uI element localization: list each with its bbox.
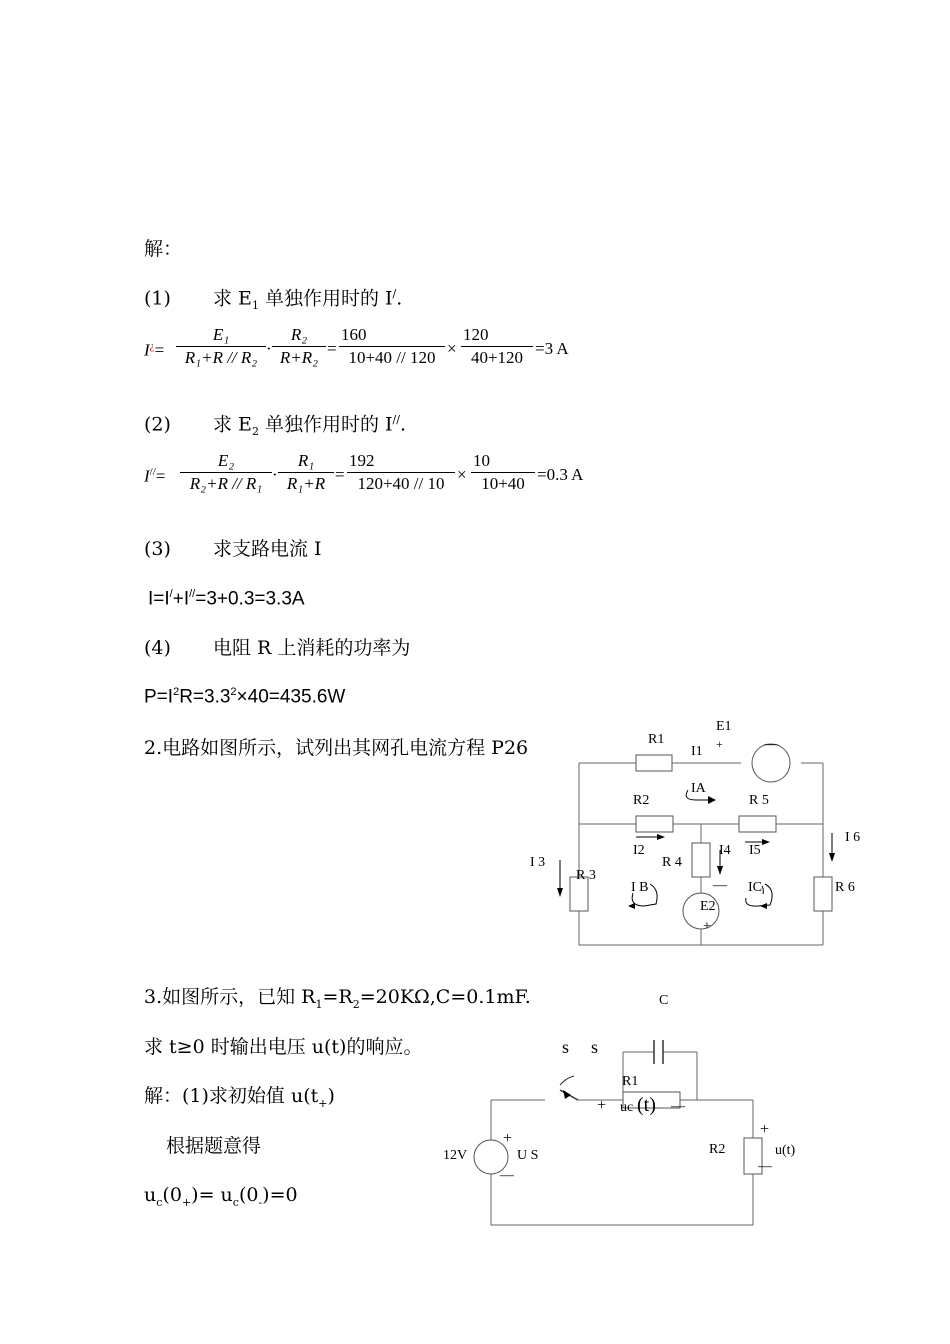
svg-text:IC: IC (748, 880, 762, 895)
resistor-r5 (739, 816, 776, 832)
svg-text:+: + (716, 737, 723, 751)
svg-text:—: — (500, 1168, 514, 1183)
svg-text:R2: R2 (709, 1142, 726, 1157)
svg-text:R1: R1 (648, 732, 665, 747)
mesh-circuit-diagram (520, 710, 880, 960)
svg-text:IA: IA (691, 781, 706, 796)
svg-text:(t): (t) (637, 1094, 656, 1116)
rc-circuit-diagram (430, 985, 810, 1235)
q3-line5: $u_c(0_+)= u_c(0_-)=0$ (144, 1184, 298, 1209)
step4-number: (4) (144, 637, 171, 659)
step3-heading: (3) 求支路电流 I (144, 538, 322, 560)
q3-line2: 求 t≥0 时输出电压 u(t)的响应。 (144, 1036, 423, 1058)
svg-text:uc: uc (620, 1100, 634, 1115)
svg-text:—: — (713, 878, 727, 893)
svg-text:R1: R1 (622, 1074, 639, 1089)
step4-heading: (4) 电阻 R 上消耗的功率为 (144, 637, 411, 659)
resistor-r4 (692, 843, 710, 877)
svg-text:—: — (671, 1099, 685, 1114)
svg-text:u(t): u(t) (775, 1143, 796, 1158)
svg-text:I5: I5 (749, 843, 761, 858)
svg-text:R 3: R 3 (576, 868, 596, 883)
svg-text:R 6: R 6 (835, 880, 855, 895)
svg-text:U S: U S (517, 1148, 539, 1163)
svg-text:R2: R2 (633, 793, 650, 808)
step4-equation: $P=I^2R=3.3^2\times 40=435.6W$ (144, 686, 346, 708)
svg-text:I 3: I 3 (530, 855, 546, 870)
step3-equation: I=I/+I//=3+0.3=3.3A (148, 588, 305, 610)
step1-number: (1) (144, 287, 171, 310)
svg-text:+: + (760, 1121, 770, 1138)
q3-line4: 根据题意得 (166, 1135, 262, 1157)
question-2: 2.电路如图所示，试列出其网孔电流方程 P26 (144, 737, 529, 759)
resistor-r2 (636, 816, 673, 832)
svg-text:s: s (562, 1037, 570, 1057)
svg-text:I2: I2 (633, 843, 645, 858)
svg-text:E2: E2 (700, 899, 716, 914)
solution-header: 解： (144, 238, 183, 260)
svg-text:I4: I4 (719, 843, 731, 858)
svg-text:+: + (703, 919, 711, 934)
q3-line1: 3.如图所示，已知 $R_1=R_2=20K\Omega,C=0.1mF$. (144, 986, 531, 1011)
resistor-r1 (636, 755, 672, 771)
q3-line3: 解：(1)求初始值 $u(t_+)$ (144, 1085, 335, 1110)
svg-text:+: + (597, 1097, 607, 1114)
svg-text:R 5: R 5 (749, 793, 769, 808)
svg-text:—: — (758, 1159, 772, 1174)
step3-number: (3) (144, 538, 171, 560)
step2-heading: (2) 求 $E_2$ 单独作用时的 I//. (144, 413, 406, 439)
svg-text:I 6: I 6 (845, 830, 861, 845)
svg-text:s: s (591, 1037, 599, 1057)
svg-text:I1: I1 (691, 744, 703, 759)
svg-text:+: + (503, 1130, 513, 1147)
svg-text:—: — (764, 737, 778, 752)
step2-number: (2) (144, 413, 171, 436)
svg-text:I B: I B (631, 880, 649, 895)
svg-text:12V: 12V (443, 1148, 468, 1163)
step1-heading: (1) 求 $E_1$ 单独作用时的 I/. (144, 287, 403, 313)
svg-text:C: C (659, 993, 669, 1008)
resistor-r6 (814, 877, 832, 911)
svg-text:E1: E1 (716, 719, 732, 734)
svg-text:R 4: R 4 (662, 855, 682, 870)
